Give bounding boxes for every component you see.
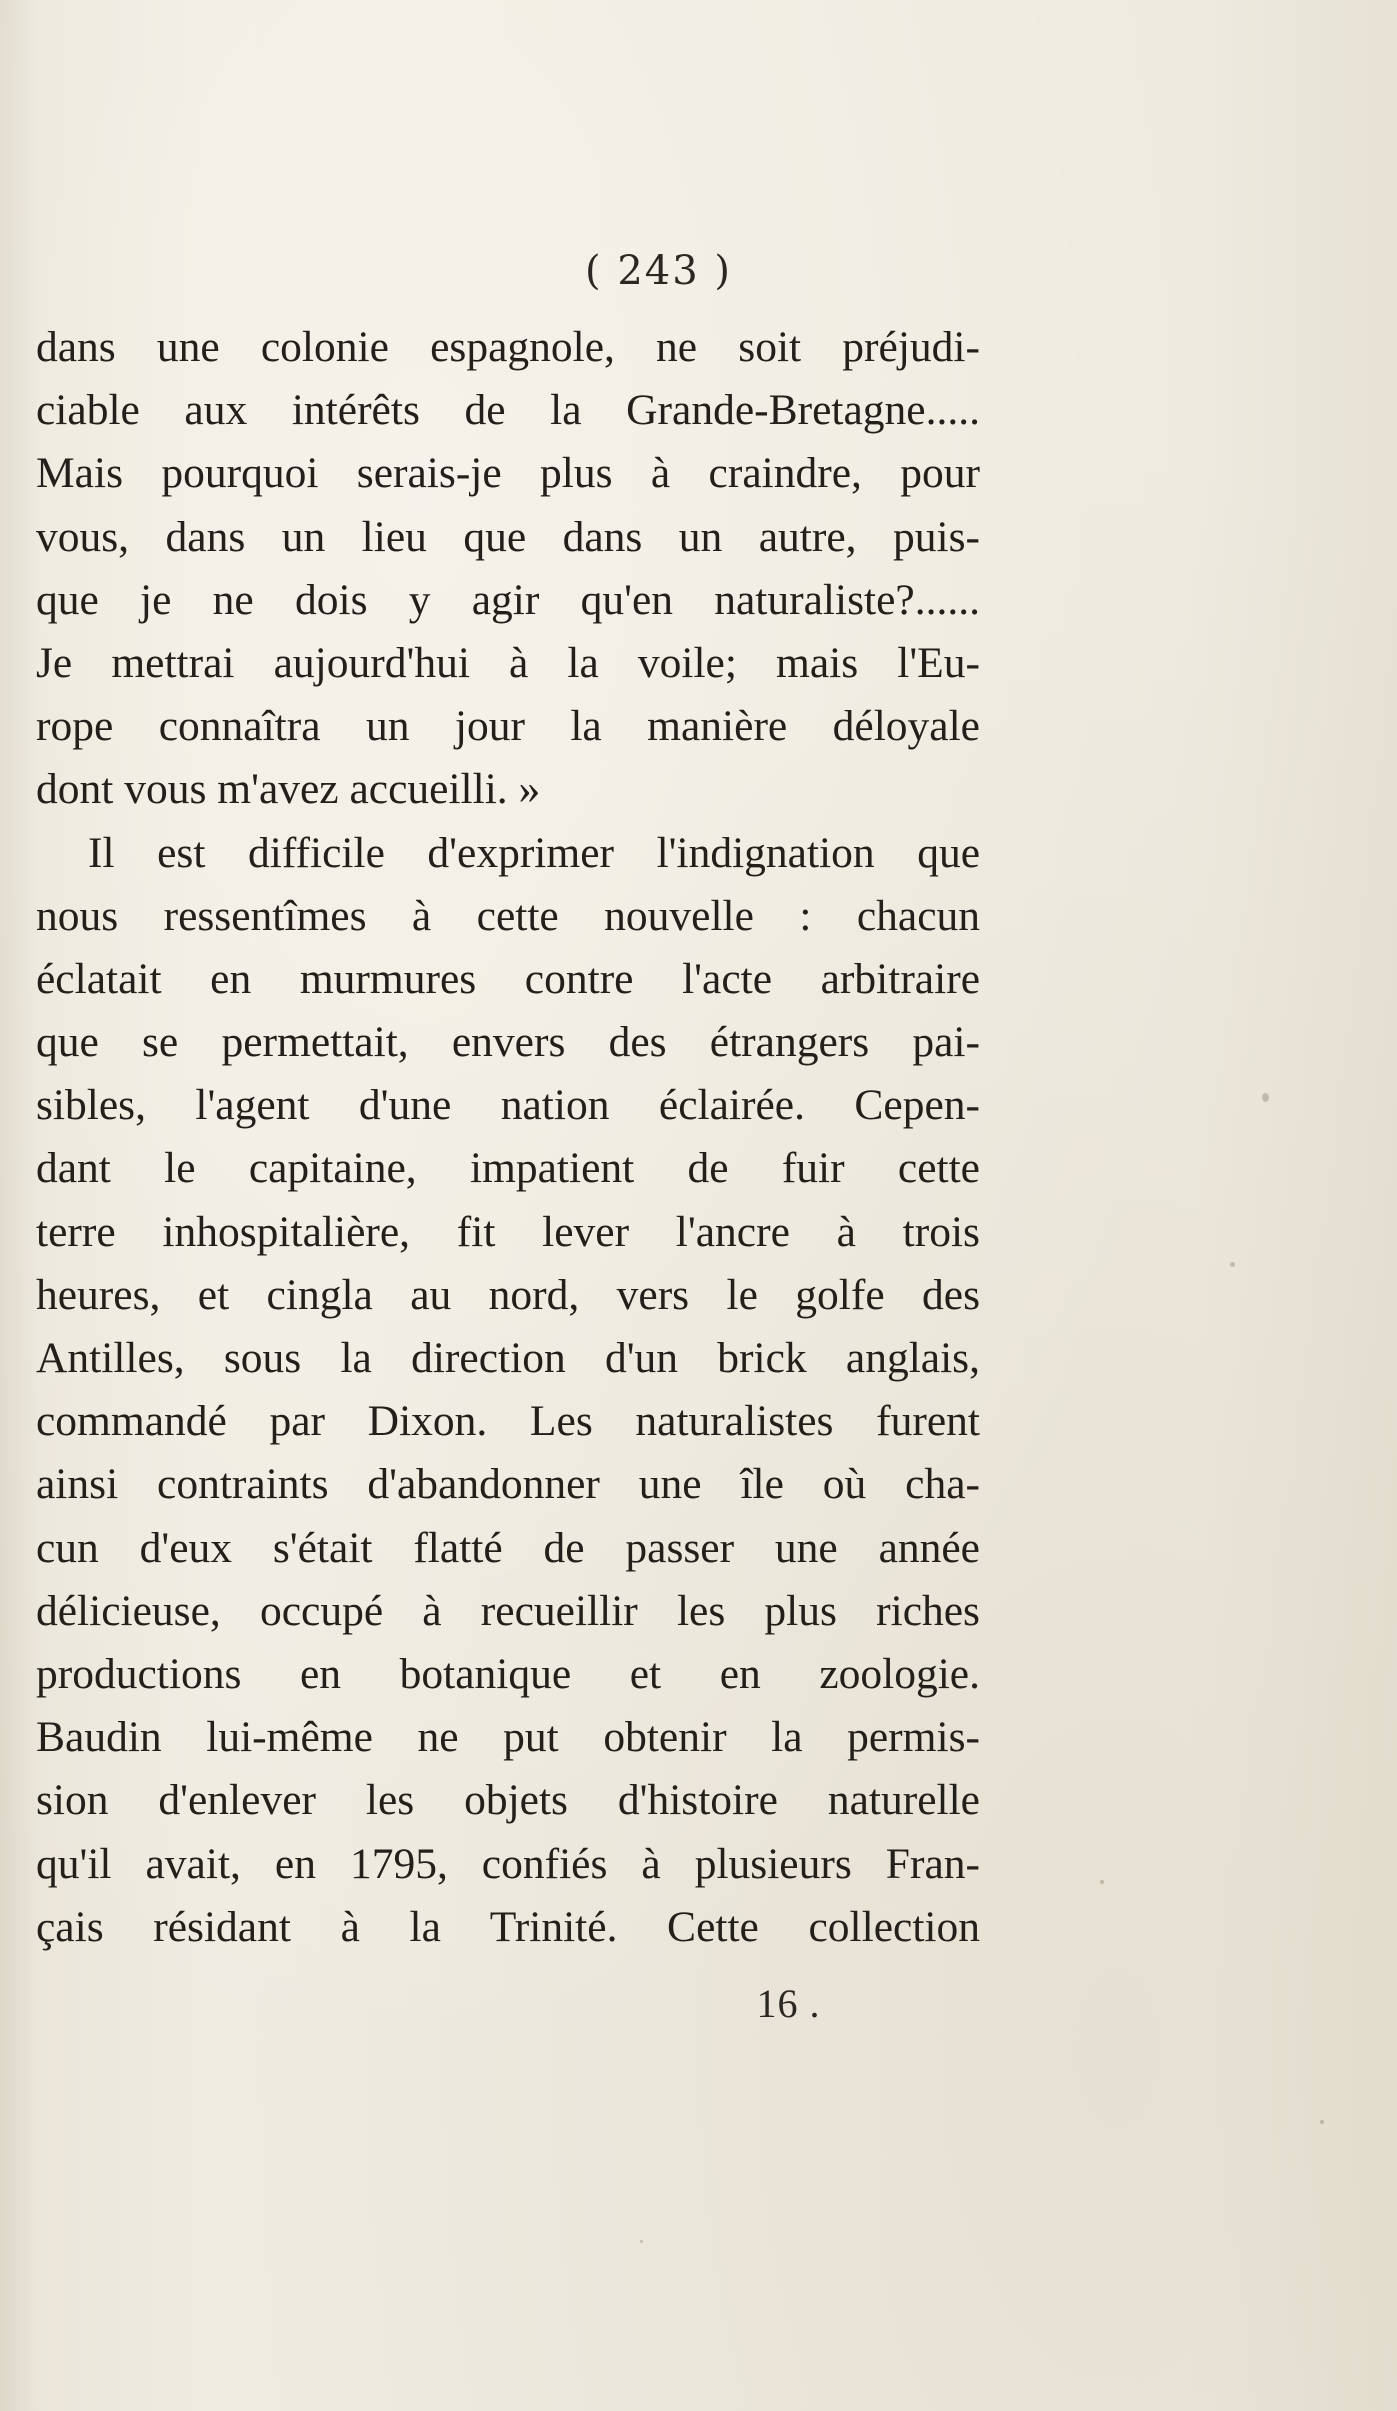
- text-line: que je ne dois y agir qu'en naturaliste?......: [36, 575, 980, 624]
- text-line: rope connaîtra un jour la manière déloyale: [36, 702, 980, 751]
- text-line: terre inhospitalière, fit lever l'ancre à trois: [36, 1207, 980, 1256]
- text-line: sion d'enlever les objets d'histoire naturelle: [36, 1776, 980, 1825]
- text-line: dans une colonie espagnole, ne soit préjudi-: [36, 323, 980, 371]
- text-line: cun d'eux s'était flatté de passer une année: [36, 1523, 980, 1572]
- text-line: Je mettrai aujourd'hui à la voile; mais l'Eu-: [36, 638, 980, 687]
- text-line: qu'il avait, en 1795, confiés à plusieurs Fran-: [36, 1839, 980, 1888]
- text-line: dant le capitaine, impatient de fuir cette: [36, 1144, 980, 1193]
- text-line: Mais pourquoi serais-je plus à craindre, pour: [36, 449, 980, 498]
- text-line: vous, dans un lieu que dans un autre, puis-: [36, 512, 980, 561]
- text-line: heures, et cingla au nord, vers le golfe des: [36, 1270, 980, 1319]
- text-line: çais résidant à la Trinité. Cette collection: [36, 1902, 980, 1951]
- text-line: Baudin lui-même ne put obtenir la permis-: [36, 1713, 980, 1762]
- text-line: que se permettait, envers des étrangers pai-: [36, 1018, 980, 1067]
- text-line: ciable aux intérêts de la Grande-Bretagne.....: [36, 386, 980, 435]
- paper-speck: [640, 2240, 643, 2243]
- text-line: délicieuse, occupé à recueillir les plus riches: [36, 1586, 980, 1635]
- paper-speck: [1100, 1880, 1104, 1884]
- text-line: Il est difficile d'exprimer l'indignation que: [88, 828, 980, 877]
- signature-mark: 16 .: [756, 1981, 821, 2026]
- paper-speck: [1320, 2120, 1324, 2124]
- text-line: éclatait en murmures contre l'acte arbitraire: [36, 954, 980, 1003]
- text-line: ainsi contraints d'abandonner une île où cha-: [36, 1460, 980, 1509]
- text-line: commandé par Dixon. Les naturalistes furent: [36, 1397, 980, 1446]
- paper-speck: [1262, 1093, 1269, 1102]
- text-line: productions en botanique et en zoologie.: [36, 1649, 980, 1698]
- text-line: dont vous m'avez accueilli. »: [36, 765, 541, 814]
- text-line: Antilles, sous la direction d'un brick anglais,: [36, 1334, 980, 1382]
- body-text: [36, 316, 980, 1959]
- text-line: sibles, l'agent d'une nation éclairée. Cepen-: [36, 1081, 980, 1130]
- page-number: ( 243 ): [585, 248, 732, 294]
- paper-speck: [1230, 1262, 1235, 1267]
- text-line: nous ressentîmes à cette nouvelle : chacun: [36, 891, 980, 940]
